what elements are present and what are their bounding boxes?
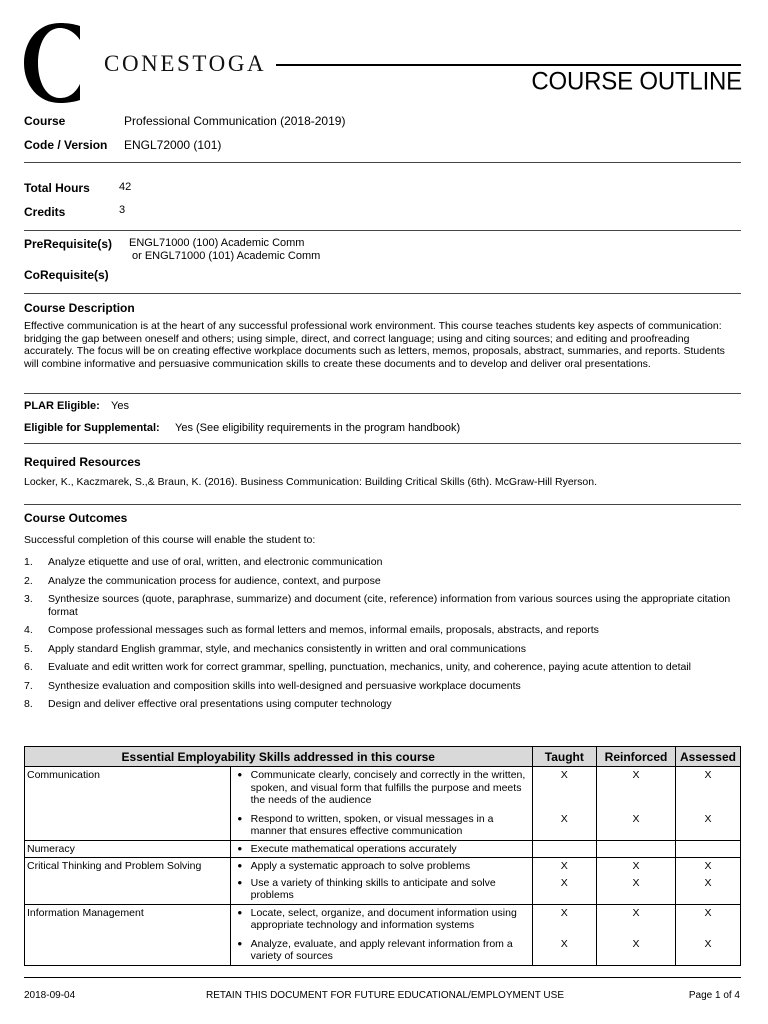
- prereq-label: PreRequisite(s): [24, 237, 113, 251]
- page-number: Page 1 of 4: [688, 990, 740, 1001]
- reinforced-mark: X: [597, 934, 676, 966]
- skill-description: Analyze, evaluate, and apply relevant information from a variety of sources: [249, 934, 532, 966]
- bullet-icon: •: [230, 840, 248, 858]
- outcomes-list: [24, 556, 736, 711]
- footer-rule: [24, 977, 741, 978]
- resources-title: Required Resources: [24, 455, 141, 469]
- divider: [24, 393, 741, 394]
- assessed-mark: X: [675, 809, 740, 841]
- list-item: 8. Design and deliver effective oral presentations using computer technology: [24, 698, 392, 710]
- list-item: 4. Compose professional messages such as formal letters and memos, informal emails, proposals, abstracts, and reports: [24, 624, 599, 636]
- footer-date: 2018-09-04: [24, 990, 76, 1001]
- list-item: 5. Apply standard English grammar, style, and mechanics consistently in written and oral communications: [24, 642, 526, 655]
- divider: [24, 230, 741, 231]
- reinforced-mark: X: [597, 858, 676, 875]
- skill-category: Communication: [25, 767, 231, 809]
- divider: [24, 443, 741, 444]
- list-item: 1. Analyze etiquette and use of oral, written, and electronic communication: [24, 556, 383, 568]
- outcomes-title: Course Outcomes: [24, 511, 128, 525]
- prereq-line-1: ENGL71000 (100) Academic Comm: [129, 237, 305, 249]
- taught-mark: X: [532, 904, 597, 934]
- list-item: 3. Synthesize sources (quote, paraphrase, summarize) and document (cite, reference) information from various sources using the appropriate citation format: [24, 593, 731, 618]
- bullet-icon: •: [230, 904, 248, 934]
- outcomes-intro: Successful completion of this course will enable the student to:: [24, 534, 316, 546]
- reinforced-mark: X: [597, 767, 676, 809]
- hours-label: Total Hours: [24, 181, 90, 195]
- plar-label: PLAR Eligible:: [24, 400, 100, 412]
- skill-description: Locate, select, organize, and document information using appropriate technology and information systems: [249, 904, 532, 934]
- skill-description: Use a variety of thinking skills to anticipate and solve problems: [249, 875, 532, 905]
- skill-category: Critical Thinking and Problem Solving: [25, 858, 231, 875]
- taught-mark: X: [532, 858, 597, 875]
- header-reinforced: Reinforced: [597, 747, 676, 767]
- header-assessed: Assessed: [675, 747, 740, 767]
- credits-value: 3: [119, 204, 126, 216]
- description-text: Effective communication is at the heart of any successful professional work environment. This course teaches students key aspects of communication: bridging the gap between oneself and others; using simple, direct, and correct language; using and citing sources; and editing and proofreading accurately. The focus will be on creating effective workplace documents such as letters, memos, proposals, abstract, summaries, and reports. Students will combine informative and persuasive communication skills to create these documents and to develop and deliver oral presentations.: [24, 320, 725, 370]
- divider: [24, 504, 741, 505]
- footer-notice: RETAIN THIS DOCUMENT FOR FUTURE EDUCATIONAL/EMPLOYMENT USE: [206, 990, 564, 1001]
- skill-description: Communicate clearly, concisely and correctly in the written, spoken, and visual form that fulfills the purpose and meets the needs of the audience: [249, 767, 532, 809]
- skill-category: Information Management: [25, 904, 231, 934]
- header-taught: Taught: [532, 747, 597, 767]
- skill-category: Numeracy: [25, 840, 231, 858]
- skill-category: [25, 875, 231, 905]
- taught-mark: [532, 840, 597, 858]
- table-row: [25, 809, 741, 841]
- taught-mark: X: [532, 809, 597, 841]
- reinforced-mark: X: [597, 904, 676, 934]
- resources-text: Locker, K., Kaczmarek, S.,& Braun, K. (2016). Business Communication: Building Critical Skills (6th). McGraw-Hill Ryerson.: [24, 476, 598, 488]
- table-row: [25, 840, 741, 858]
- assessed-mark: X: [675, 858, 740, 875]
- table-row: [25, 858, 741, 875]
- supplemental-label: Eligible for Supplemental:: [24, 422, 160, 434]
- assessed-mark: X: [675, 934, 740, 966]
- assessed-mark: [675, 840, 740, 858]
- bullet-icon: •: [230, 858, 248, 875]
- table-row: [25, 767, 741, 809]
- brand-name: CONESTOGA: [104, 51, 267, 76]
- code-label: Code / Version: [24, 138, 108, 152]
- credits-label: Credits: [24, 205, 66, 219]
- table-row: [25, 875, 741, 905]
- plar-value: Yes: [111, 400, 129, 412]
- list-item: 6. Evaluate and edit written work for correct grammar, spelling, punctuation, mechanics, unity, and coherence, paying acute attention to detail: [24, 661, 691, 673]
- reinforced-mark: X: [597, 809, 676, 841]
- skill-description: Execute mathematical operations accurately: [249, 840, 532, 858]
- bullet-icon: •: [237, 810, 243, 826]
- coreq-label: CoRequisite(s): [24, 268, 109, 282]
- header-rule: [276, 64, 741, 66]
- bullet-icon: •: [237, 874, 243, 890]
- skill-description: Apply a systematic approach to solve problems: [249, 858, 532, 875]
- reinforced-mark: X: [597, 875, 676, 905]
- header-skills: Essential Employability Skills addressed in this course: [25, 747, 533, 767]
- skill-description: Respond to written, spoken, or visual messages in a manner that ensures effective communication: [249, 809, 532, 841]
- list-item: 2. Analyze the communication process for audience, context, and purpose: [24, 574, 381, 587]
- document-title: COURSE OUTLINE: [531, 67, 742, 96]
- bullet-icon: •: [230, 767, 248, 809]
- divider: [24, 162, 741, 163]
- hours-value: 42: [119, 181, 132, 193]
- employability-skills-table: [24, 746, 741, 966]
- taught-mark: X: [532, 934, 597, 966]
- taught-mark: X: [532, 767, 597, 809]
- reinforced-mark: [597, 840, 676, 858]
- skill-category: [25, 934, 231, 966]
- table-row: [25, 904, 741, 934]
- taught-mark: X: [532, 875, 597, 905]
- assessed-mark: X: [675, 767, 740, 809]
- course-value: Professional Communication (2018-2019): [124, 114, 346, 128]
- prereq-line-2: or ENGL71000 (101) Academic Comm: [132, 250, 321, 262]
- skill-category: [25, 809, 231, 841]
- description-title: Course Description: [24, 301, 135, 315]
- code-value: ENGL72000 (101): [124, 138, 222, 152]
- divider: [24, 293, 741, 294]
- assessed-mark: X: [675, 904, 740, 934]
- supplemental-value: Yes (See eligibility requirements in the program handbook): [175, 422, 461, 434]
- list-item: 7. Synthesize evaluation and composition skills into well-designed and persuasive workplace documents: [24, 679, 521, 692]
- assessed-mark: X: [675, 875, 740, 905]
- conestoga-logo-c: [22, 22, 88, 104]
- table-header-row: [25, 747, 741, 767]
- table-row: [25, 934, 741, 966]
- bullet-icon: •: [230, 934, 248, 966]
- course-label: Course: [24, 114, 66, 128]
